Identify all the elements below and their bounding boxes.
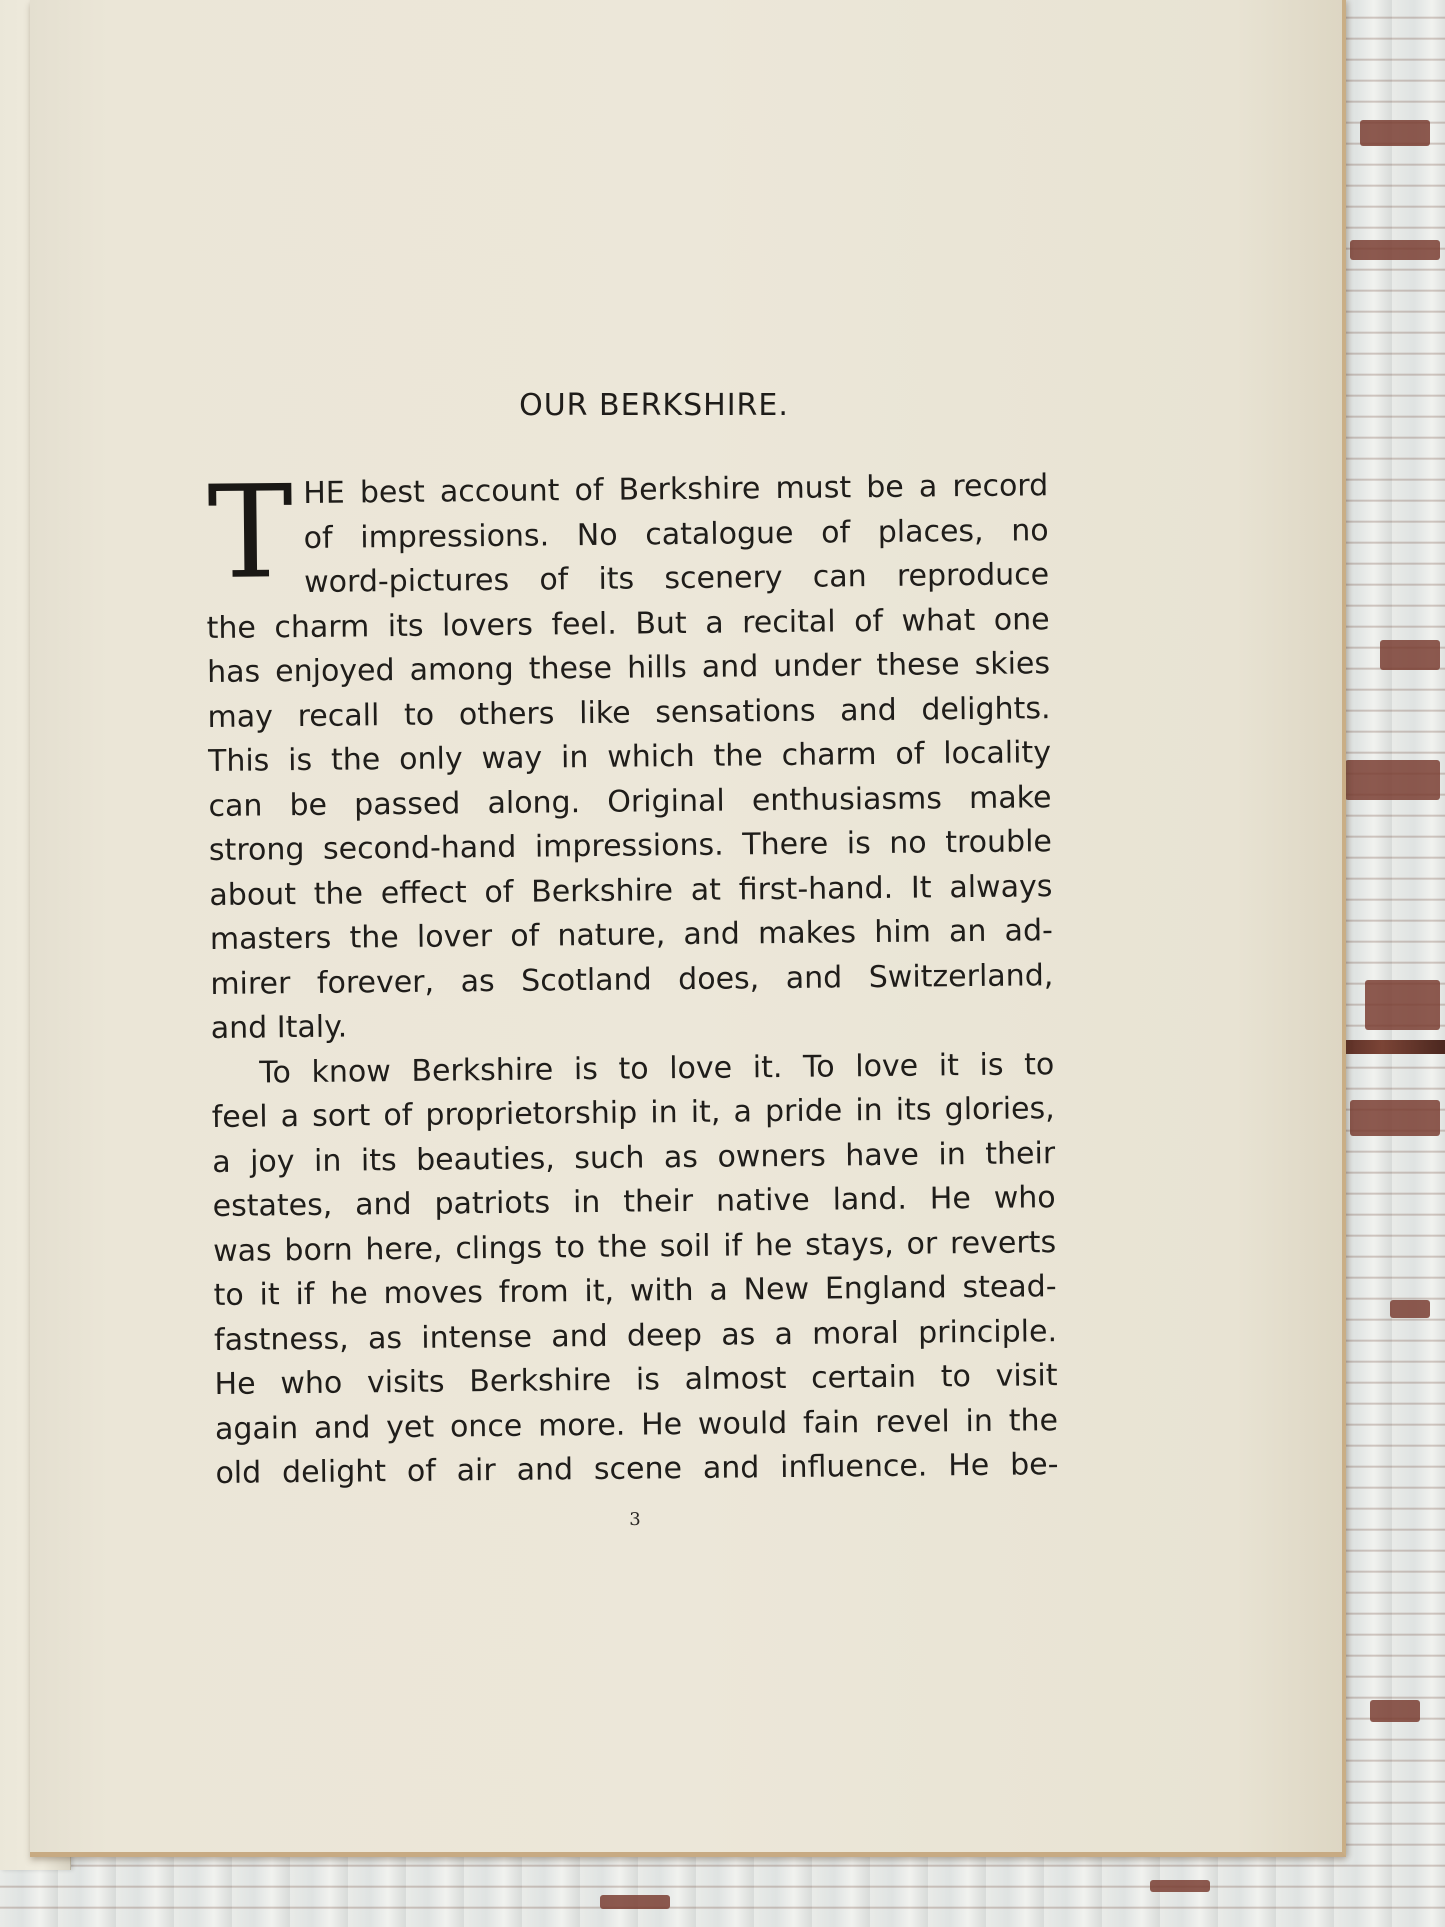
text-line: has enjoyed among these hills and under these skies xyxy=(206,646,1051,690)
wood-paint-chip xyxy=(1390,1300,1430,1318)
page-title: OUR BERKSHIRE. xyxy=(519,388,789,423)
text-line: To know Berkshire is to love it. To love it is to xyxy=(259,1046,1055,1090)
text-line: about the effect of Berkshire at first-hand. It always xyxy=(209,868,1053,913)
text-line: fastness, as intense and deep as a moral principle. xyxy=(213,1313,1058,1358)
wood-paint-chip xyxy=(600,1895,670,1909)
body-text xyxy=(205,458,1059,1496)
text-line: to it if he moves from it, with a New England stead- xyxy=(213,1269,1057,1313)
text-line: HE best account of Berkshire must be a record xyxy=(303,468,1049,511)
page-number: 3 xyxy=(629,1509,641,1530)
text-line: feel a sort of proprietorship in it, a pride in its glories, xyxy=(211,1091,1055,1135)
wood-paint-chip xyxy=(1380,640,1440,670)
book-page xyxy=(30,0,1346,1857)
wood-paint-chip xyxy=(1370,1700,1420,1722)
text-line: and Italy. xyxy=(210,1009,348,1046)
wood-paint-chip xyxy=(1150,1880,1210,1892)
wood-paint-chip xyxy=(1350,240,1440,260)
text-line: masters the lover of nature, and makes him an ad- xyxy=(209,913,1054,957)
text-line: This is the only way in which the charm of locality xyxy=(207,735,1052,779)
text-line: strong second-hand impressions. There is no trouble xyxy=(208,824,1053,868)
wood-paint-chip xyxy=(1365,980,1440,1030)
text-line: mirer forever, as Scotland does, and Switzerland, xyxy=(210,957,1054,1002)
text-line: can be passed along. Original enthusiasms make xyxy=(208,779,1052,824)
wood-board-gap xyxy=(1340,1040,1445,1054)
text-line: may recall to others like sensations and delights. xyxy=(207,690,1051,735)
wood-paint-chip xyxy=(1345,760,1440,800)
text-line: word-pictures of its scenery can reproduce xyxy=(303,557,1050,600)
text-line: the charm its lovers feel. But a recital of what one xyxy=(206,601,1050,646)
text-line: a joy in its beauties, such as owners have in their xyxy=(212,1135,1056,1180)
text-line: estates, and patriots in their native land. He who xyxy=(212,1180,1056,1224)
wood-paint-chip xyxy=(1360,120,1430,146)
text-line: He who visits Berkshire is almost certain to visit xyxy=(214,1358,1058,1402)
text-line: was born here, clings to the soil if he stays, or reverts xyxy=(212,1224,1057,1269)
drop-cap: T xyxy=(206,458,294,608)
text-line: of impressions. No catalogue of places, no xyxy=(303,512,1049,556)
wood-paint-chip xyxy=(1350,1100,1440,1136)
text-line: again and yet once more. He would fain revel in the xyxy=(214,1402,1059,1447)
text-line: old delight of air and scene and influence. He be- xyxy=(215,1447,1059,1491)
